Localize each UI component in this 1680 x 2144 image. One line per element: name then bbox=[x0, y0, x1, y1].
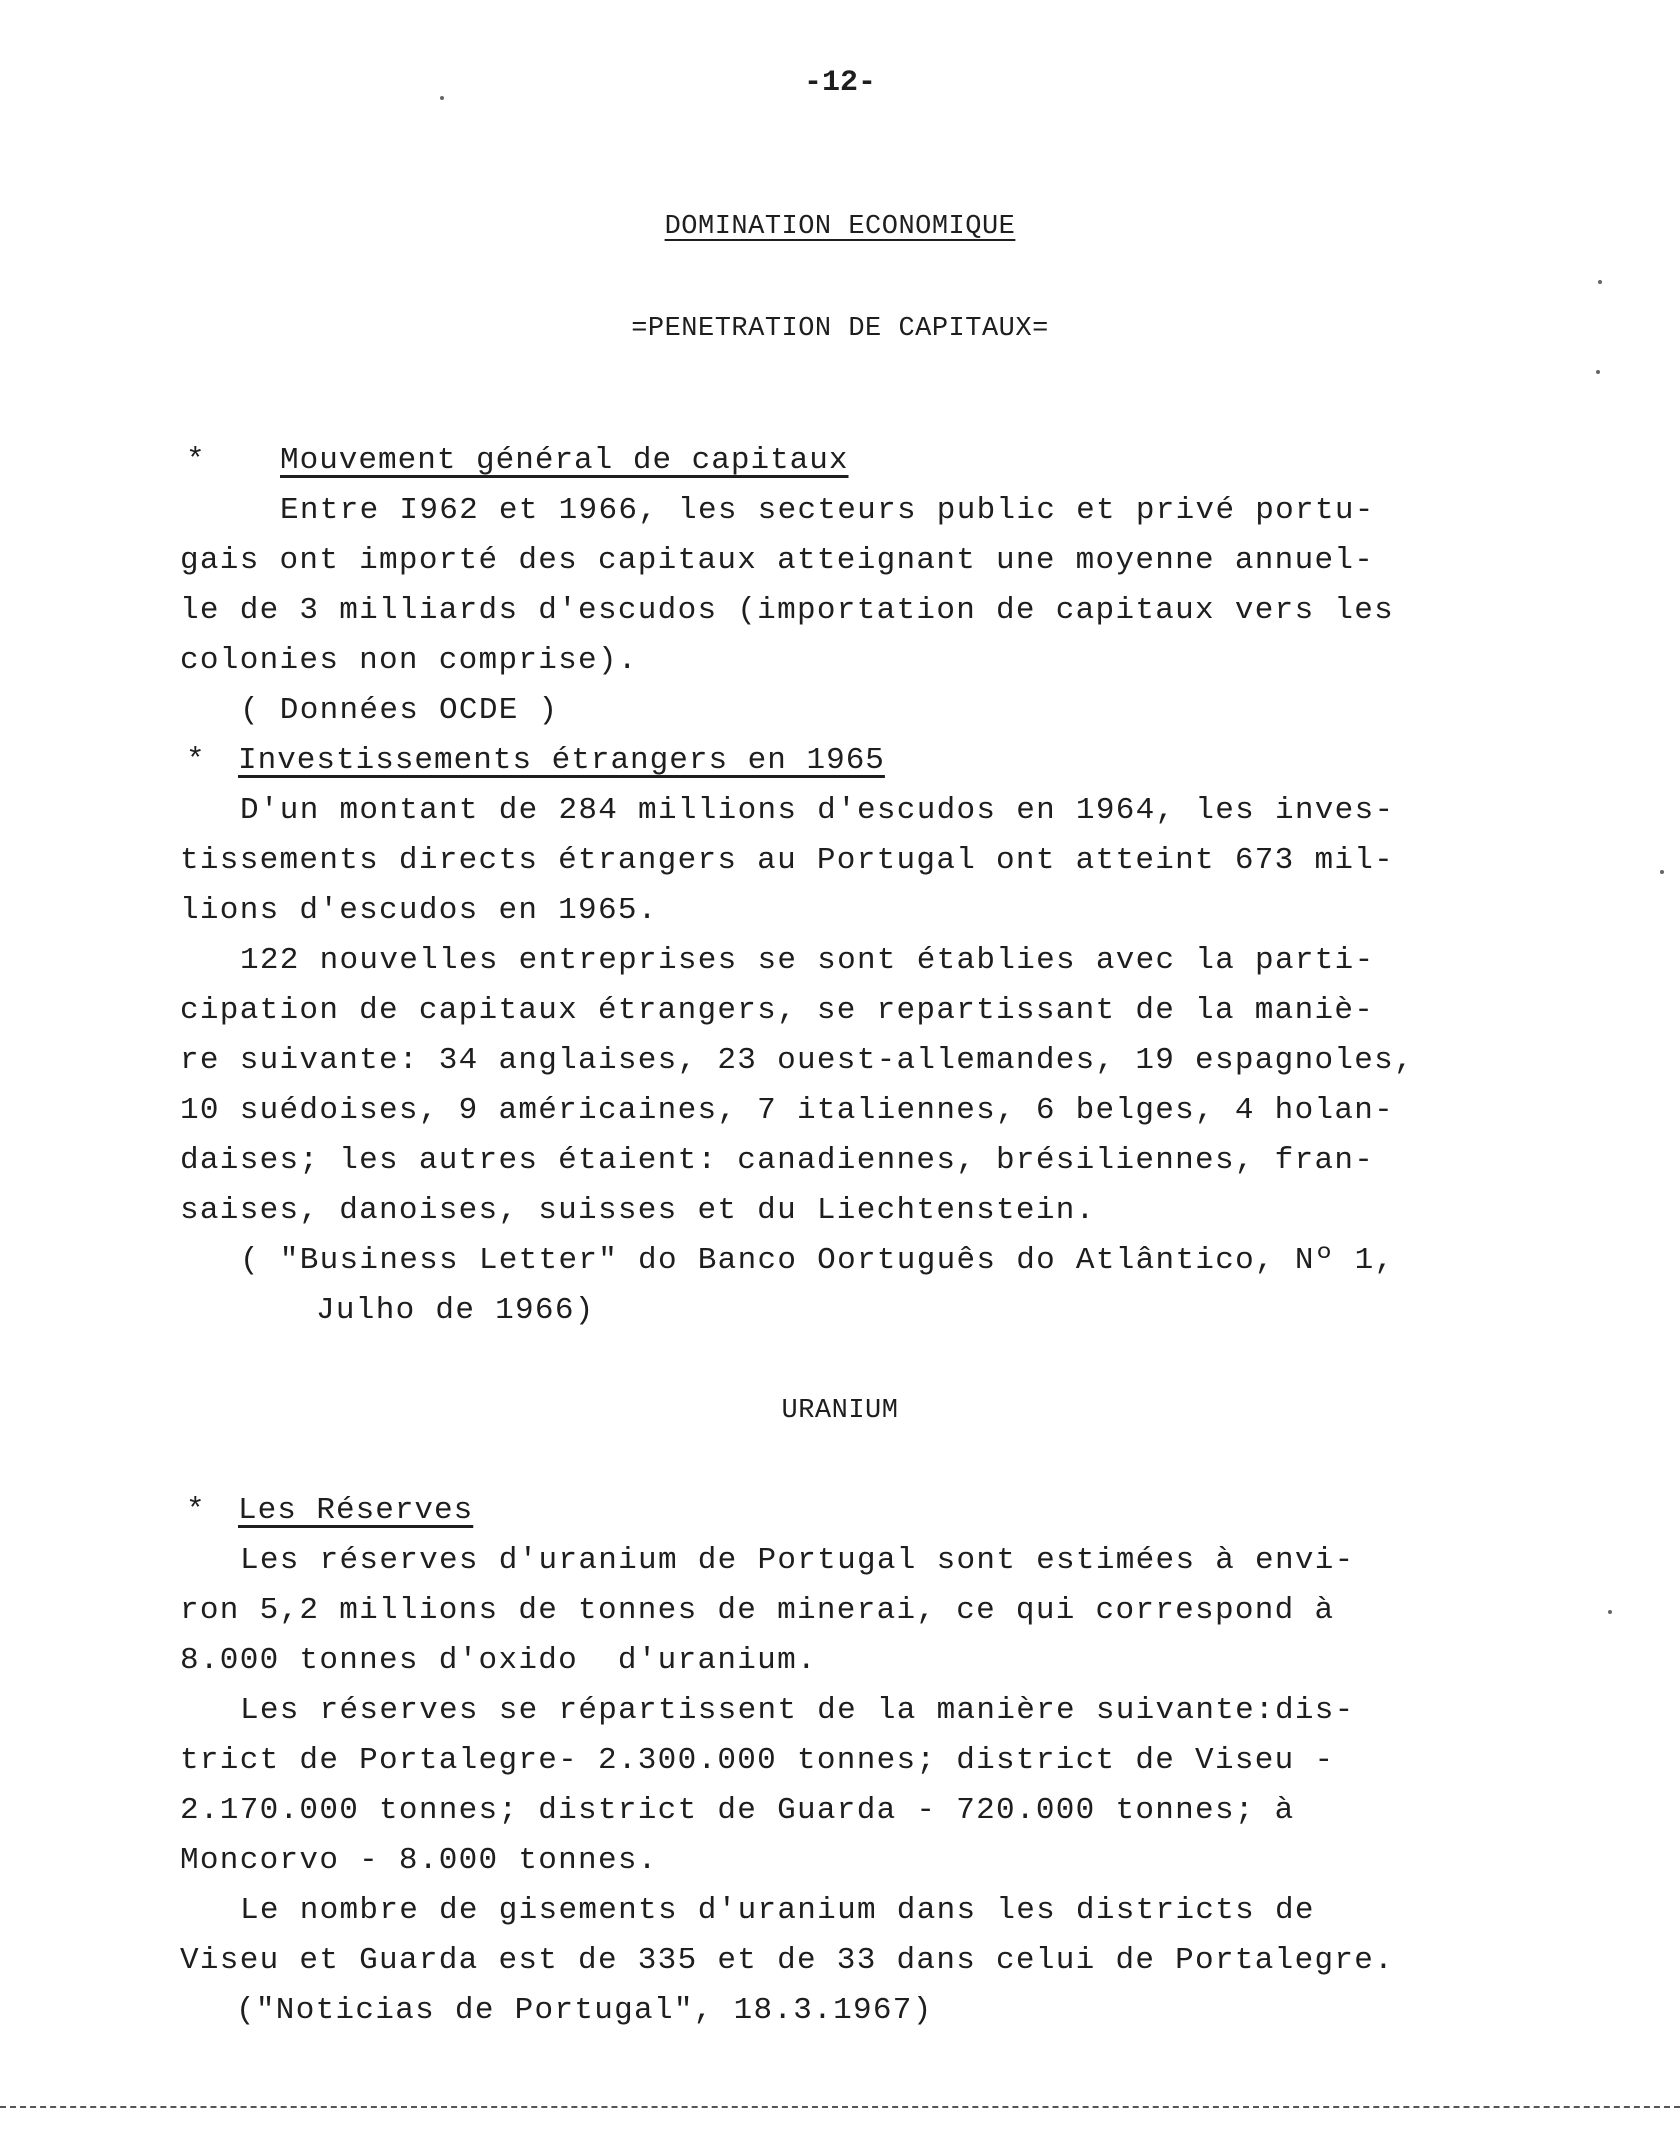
text-line: 2.170.000 tonnes; district de Guarda - 720.000 tonnes; à bbox=[180, 1793, 1295, 1828]
scan-speck bbox=[440, 96, 444, 100]
section-subtitle-penetration: =PENETRATION DE CAPITAUX= bbox=[631, 314, 1049, 344]
scan-speck bbox=[1608, 1610, 1612, 1614]
text-line: cipation de capitaux étrangers, se repartissant de la maniè- bbox=[180, 993, 1375, 1028]
bullet-marker: * bbox=[186, 443, 205, 478]
text-line: 122 nouvelles entreprises se sont établies avec la parti- bbox=[240, 943, 1375, 978]
source-citation: ( "Business Letter" do Banco Oortuguês do Atlântico, Nº 1, bbox=[240, 1243, 1395, 1278]
text-line: lions d'escudos en 1965. bbox=[180, 893, 658, 928]
text-line: ron 5,2 millions de tonnes de minerai, ce qui correspond à bbox=[180, 1593, 1335, 1628]
text-line: Les réserves se répartissent de la manière suivante:dis- bbox=[240, 1693, 1355, 1728]
text-line: trict de Portalegre- 2.300.000 tonnes; district de Viseu - bbox=[180, 1743, 1335, 1778]
heading-les-reserves: Les Réserves bbox=[238, 1493, 474, 1528]
bullet-marker: * bbox=[186, 743, 205, 778]
text-line: daises; les autres étaient: canadiennes, brésiliennes, fran- bbox=[180, 1143, 1375, 1178]
text-line: re suivante: 34 anglaises, 23 ouest-allemandes, 19 espagnoles, bbox=[180, 1043, 1414, 1078]
text-line: Le nombre de gisements d'uranium dans les districts de bbox=[240, 1893, 1315, 1928]
text-line: tissements directs étrangers au Portugal ont atteint 673 mil- bbox=[180, 843, 1395, 878]
heading-investissements-etrangers: Investissements étrangers en 1965 bbox=[238, 743, 885, 778]
text-line: le de 3 milliards d'escudos (importation de capitaux vers les bbox=[180, 593, 1395, 628]
text-line: gais ont importé des capitaux atteignant une moyenne annuel- bbox=[180, 543, 1375, 578]
text-line: Viseu et Guarda est de 335 et de 33 dans celui de Portalegre. bbox=[180, 1943, 1395, 1978]
text-line: Moncorvo - 8.000 tonnes. bbox=[180, 1843, 658, 1878]
text-line: saises, danoises, suisses et du Liechtenstein. bbox=[180, 1193, 1096, 1228]
bullet-marker: * bbox=[186, 1493, 205, 1528]
text-line: 10 suédoises, 9 américaines, 7 italiennes, 6 belges, 4 holan- bbox=[180, 1093, 1395, 1128]
scan-speck bbox=[1596, 370, 1600, 374]
section-title-domination: DOMINATION ECONOMIQUE bbox=[664, 212, 1016, 242]
text-line: D'un montant de 284 millions d'escudos en 1964, les inves- bbox=[240, 793, 1395, 828]
heading-mouvement-general: Mouvement général de capitaux bbox=[280, 443, 849, 478]
source-citation: ( Données OCDE ) bbox=[240, 693, 559, 728]
source-citation: Julho de 1966) bbox=[316, 1293, 595, 1328]
scan-speck bbox=[1660, 870, 1664, 874]
text-line: colonies non comprise). bbox=[180, 643, 638, 678]
text-line: Les réserves d'uranium de Portugal sont estimées à envi- bbox=[240, 1543, 1355, 1578]
source-citation: ("Noticias de Portugal", 18.3.1967) bbox=[236, 1993, 933, 2028]
section-title-uranium: URANIUM bbox=[781, 1396, 899, 1426]
text-line: Entre I962 et 1966, les secteurs public et privé portu- bbox=[280, 493, 1375, 528]
page-number: -12- bbox=[803, 66, 876, 100]
text-line: 8.000 tonnes d'oxido d'uranium. bbox=[180, 1643, 817, 1678]
footer-scan-rule bbox=[0, 2106, 1680, 2108]
scan-speck bbox=[1598, 280, 1602, 284]
